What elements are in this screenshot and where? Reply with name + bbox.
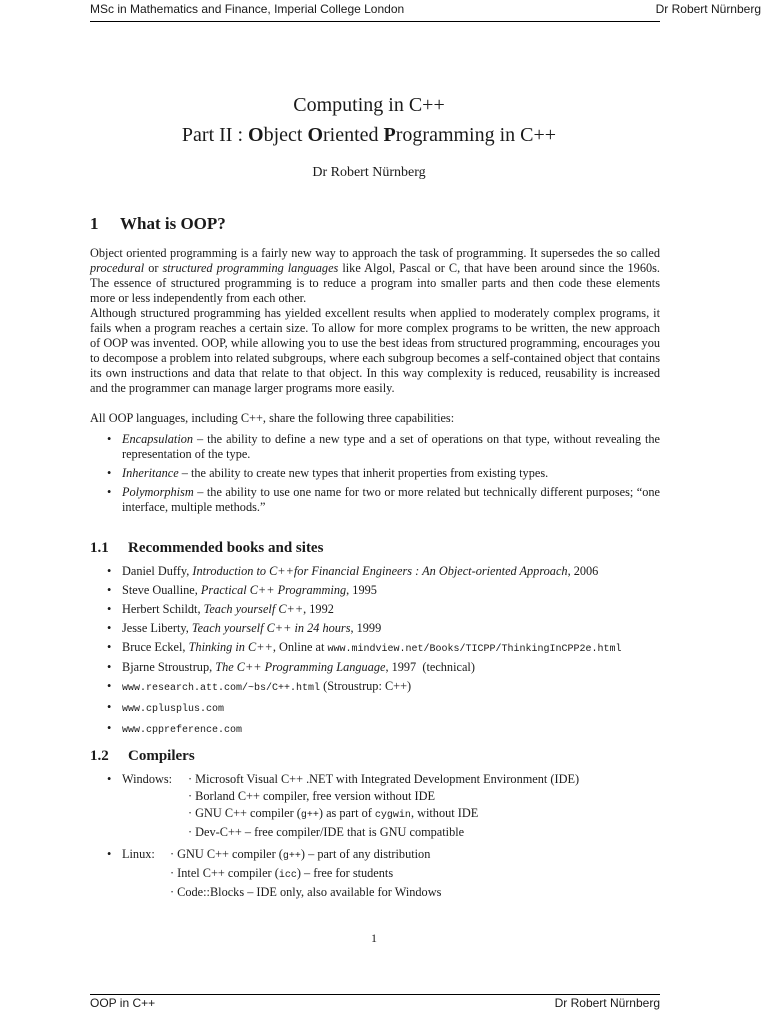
subtitle-fragment: Part II : (181, 124, 248, 146)
subtitle-fragment: rogramming in C++ (395, 124, 557, 146)
subtitle-fragment: O (307, 124, 323, 146)
doc-author: Dr Robert Nürnberg (312, 165, 426, 180)
capabilities-list (90, 432, 660, 519)
list-item: • www.cplusplus.com (90, 700, 660, 717)
footer-rule (90, 994, 660, 995)
section-number: 1 (90, 214, 99, 233)
list-item (90, 771, 579, 788)
capability-description: – the ability to create new types that inherit properties from existing types. (178, 466, 549, 480)
list-item (90, 846, 441, 865)
section-heading-1 (90, 214, 226, 234)
list-item (90, 432, 660, 462)
compiler-entry: · Dev-C++ – free compiler/IDE that is GNU compatible (188, 825, 465, 839)
footer-title: OOP in C++ (90, 996, 156, 1010)
compiler-entry: · GNU C++ compiler (g++) – part of any distribution (170, 847, 431, 862)
paragraph-intro: Object oriented programming is a fairly new way to approach the task of programming. It supersedes the so called procedural or structured programming languages like Algol, Pascal or C, that have been around since the 1960s. The essence of structured programming is to reduce a program into smaller parts and then code these elements more or less independently from each other. (90, 246, 660, 305)
compiler-sublist (90, 865, 441, 901)
compiler-entry: · Intel C++ compiler (icc) – free for students (170, 866, 394, 881)
doc-title: Computing in C++ (293, 94, 445, 116)
compilers-windows (90, 771, 579, 841)
section-title: What is OOP? (120, 214, 226, 233)
list-item: • Jesse Liberty, Teach yourself C++ in 24 hours, 1999 (90, 621, 660, 636)
capability-term: Encapsulation (122, 432, 194, 446)
paragraph-capabilities: All OOP languages, including C++, share the following three capabilities: (90, 411, 455, 425)
compiler-entry: · Code::Blocks – IDE only, also available for Windows (170, 885, 442, 899)
footer-author: Dr Robert Nürnberg (554, 996, 660, 1010)
compilers-linux (90, 846, 441, 901)
capability-description: – the ability to define a new type and a set of operations on that type, without revealing the representation of the type. (122, 432, 660, 461)
section-number: 1.2 (90, 748, 109, 764)
compiler-entry: · Microsoft Visual C++ .NET with Integrated Development Environment (IDE) (188, 772, 580, 786)
subtitle-fragment: O (248, 124, 264, 146)
list-item: • www.research.att.com/~bs/C++.html (Stroustrup: C++) (90, 679, 660, 696)
subtitle-fragment: riented (323, 124, 384, 146)
subtitle-fragment: P (383, 124, 396, 146)
list-item: • Herbert Schildt, Teach yourself C++, 1992 (90, 602, 660, 617)
list-item: • Bruce Eckel, Thinking in C++, Online at www.mindview.net/Books/TICPP/ThinkingInCPP2e.html (90, 640, 660, 657)
section-heading-1-1 (90, 540, 323, 557)
doc-subtitle (0, 124, 738, 147)
header-rule (90, 21, 660, 22)
section-title: Recommended books and sites (128, 540, 324, 556)
header-course: MSc in Mathematics and Finance, Imperial College London (90, 2, 405, 16)
list-item: • www.cppreference.com (90, 721, 660, 738)
header-author: Dr Robert Nürnberg (655, 2, 761, 16)
compiler-sublist (90, 788, 579, 841)
capability-term: Inheritance (122, 466, 179, 480)
section-number: 1.1 (90, 540, 109, 556)
subtitle-fragment: bject (263, 124, 308, 146)
platform-label: Linux: (122, 847, 155, 861)
books-list (90, 564, 660, 742)
list-item (90, 466, 660, 481)
list-item: • Bjarne Stroustrup, The C++ Programming Language, 1997 (technical) (90, 660, 660, 675)
list-item: • Steve Oualline, Practical C++ Programming, 1995 (90, 583, 660, 598)
compiler-entry: · GNU C++ compiler (g++) as part of cygwin, without IDE (188, 806, 479, 821)
capability-description: – the ability to use one name for two or more related but technically different purposes; “one interface, multiple methods.” (122, 485, 660, 514)
compiler-entry: · Borland C++ compiler, free version without IDE (188, 789, 435, 803)
list-item: • Daniel Duffy, Introduction to C++for Financial Engineers : An Object-oriented Approach, 2006 (90, 564, 660, 579)
page-number: 1 (371, 931, 377, 945)
platform-label: Windows: (122, 772, 173, 786)
capability-term: Polymorphism (122, 485, 194, 499)
section-heading-1-2 (90, 748, 195, 765)
section-title: Compilers (128, 748, 195, 764)
list-item (90, 485, 660, 515)
paragraph-structured: Although structured programming has yielded excellent results when applied to moderately complex programs, it fails when a program reaches a certain size. To allow for more complex programs to be written, the new approach of OOP was invented. OOP, while allowing you to use the best ideas from structured programming, encourages you to decompose a problem into related subgroups, where each subgroup becomes a self-contained object that contains its own instructions and data that relate to that object. In this way complexity is reduced, reusability is increased and the programmer can manage larger programs more easily. (90, 306, 660, 395)
